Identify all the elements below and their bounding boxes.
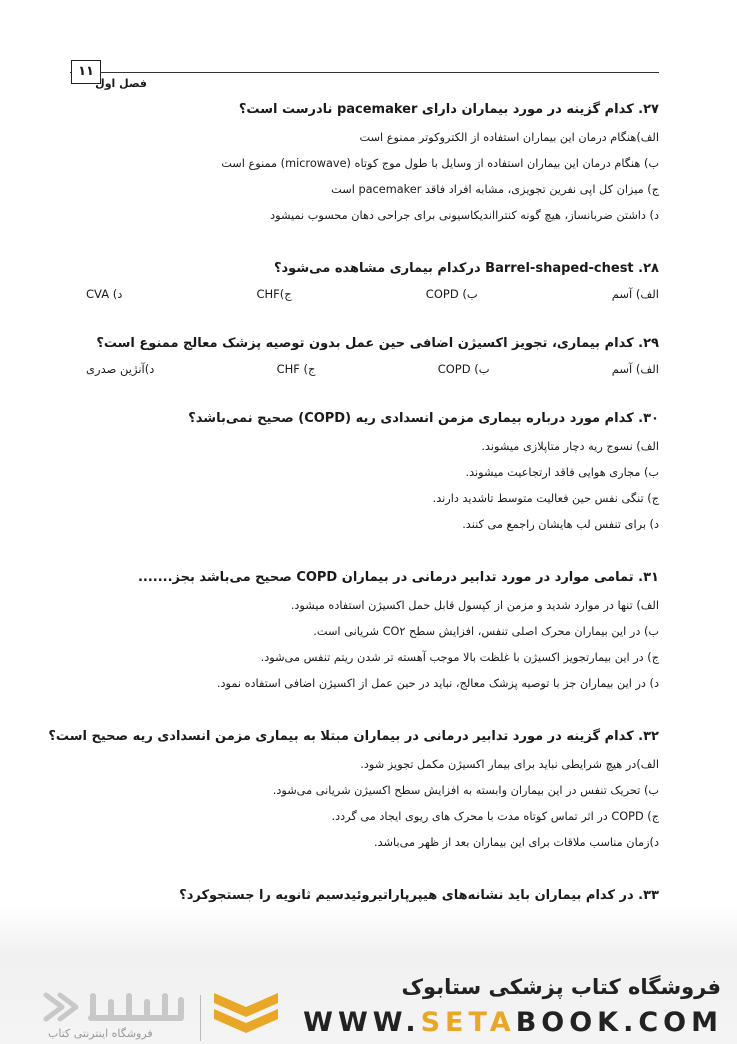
question-31 [70,568,659,697]
url-prefix: WWW. [303,1007,421,1038]
option-d: د) برای تنفس لب هایشان راجمع می کنند. [462,518,659,531]
chapter-title: فصل اول [95,77,147,90]
book-logo-icon [210,985,282,1041]
question-title: ۳۳. در کدام بیماران باید نشانه‌های هیپرپاراتیروئیدسیم ثانویه را جستجوکرد؟ [179,888,659,903]
option-a: الف) تنها در موارد شدید و مزمن از کپسول قابل حمل اکسیژن استفاده میشود. [290,599,659,612]
store-url[interactable] [303,1007,723,1038]
header-rule [70,72,659,73]
option-d: د) در این بیماران جز با توصیه پزشک معالج، نباید در حین عمل از اکسیژن اضافی استفاده نمود. [216,677,659,690]
option-a: الف) آسم [611,287,659,301]
option-a: الف)هنگام درمان این بیماران استفاده از الکتروکوتر ممنوع است [359,131,659,144]
questions-list [48,100,659,931]
url-suffix: BOOK.COM [515,1007,723,1038]
options-row [70,284,659,304]
logo-divider [200,995,201,1041]
option-d: د) داشتن ضربانساز، هیچ گونه کنترااندیکاسیونی برای جراحی دهان محسوب نمیشود [270,209,659,222]
question-title: ۳۰. کدام مورد درباره بیماری مزمن انسدادی ریه (COPD) صحیح نمی‌باشد؟ [188,411,659,426]
option-b: ب) تحریک تنفس در این بیماران وابسته به افزایش سطح اکسیژن شریانی می‌شود. [272,784,659,797]
option-b: ب) مجاری هوایی فاقد ارتجاعیت میشوند. [465,466,659,479]
store-name: فروشگاه کتاب پزشکی ستابوک [401,975,721,999]
setabook-logo [40,985,190,1029]
question-29 [70,334,659,379]
options-row [70,359,659,379]
option-d: د)زمان مناسب ملاقات برای این بیماران بعد از ظهر می‌باشد. [374,836,659,849]
question-32 [48,727,659,856]
option-c: ج) COPD در اثر تماس کوتاه مدت با محرک های ریوی ایجاد می گردد. [331,810,659,823]
option-b: ب) در این بیماران محرک اصلی تنفس، افزایش سطح CO۲ شریانی است. [313,625,659,638]
question-30 [70,409,659,538]
option-a: الف) نسوج ریه دچار متاپلازی میشوند. [481,440,659,453]
question-title: ۲۹. کدام بیماری، تجویز اکسیژن اضافی حین عمل بدون توصیه پزشک معالج ممنوع است؟ [96,336,659,351]
option-c: ج) میزان کل اپی نفرین تجویزی، مشابه افراد فاقد pacemaker است [331,183,659,196]
option-d: د) CVA [86,287,123,301]
option-c: ج) تنگی نفس حین فعالیت متوسط تاشدید دارند. [432,492,659,505]
question-27 [70,100,659,229]
url-accent: SETA [420,1007,516,1038]
option-c: ج) در این بیمارتجویز اکسیژن با غلظت بالا موجب آهسته تر شدن ریتم تنفس می‌شود. [260,651,659,664]
option-b: ب) هنگام درمان این بیماران استفاده از وسایل با طول موج کوتاه (microwave) ممنوع است [221,157,659,170]
question-title: ۲۸. Barrel-shaped-chest درکدام بیماری مشاهده می‌شود؟ [273,261,659,276]
option-c: ج) CHF [276,362,316,376]
page-number: ۱۱ [71,60,101,84]
option-a: الف) آسم [611,362,659,376]
option-a: الف)در هیچ شرایطی نباید برای بیمار اکسیژن مکمل تجویز شود. [360,758,659,771]
option-c: ج)CHF [256,287,292,301]
question-28 [70,259,659,304]
footer-banner [0,905,737,1044]
option-d: د)آنژین صدری [86,362,155,376]
question-title: ۲۷. کدام گزینه در مورد بیماران دارای pacemaker نادرست است؟ [238,102,659,117]
option-b: ب) COPD [437,362,490,376]
question-title: ۳۱. تمامی موارد در مورد تدابیر درمانی در بیماران COPD صحیح می‌باشد بجز....... [137,570,659,585]
logo-subtitle: فروشگاه اینترنتی کتاب [48,1027,153,1040]
question-title: ۳۲. کدام گزینه در مورد تدابیر درمانی در بیماران مبتلا به بیماری مزمن انسدادی ریه صحیح است؟ [48,729,659,744]
option-b: ب) COPD [425,287,478,301]
